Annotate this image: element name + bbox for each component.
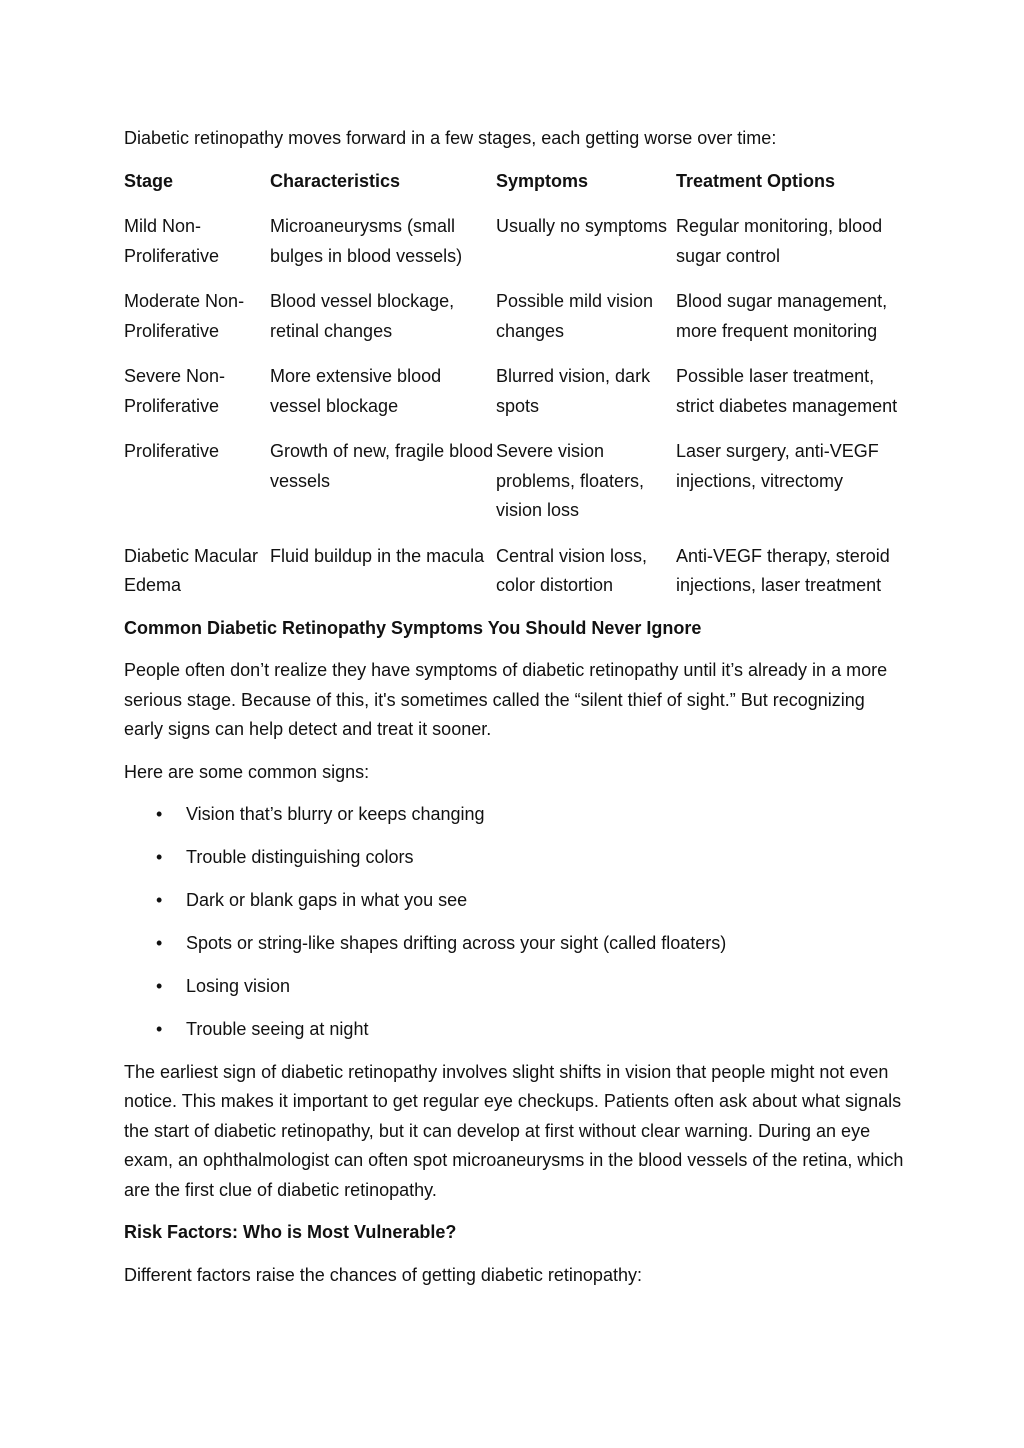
- signs-list-intro: Here are some common signs:: [124, 761, 370, 782]
- earliest-sign-paragraph: The earliest sign of diabetic retinopathy involves slight shifts in vision that people might not even notice. This makes it important to get regular eye checkups. Patients often ask about what signals the start of diabetic retinopathy, but it can develop at first without clear warning. During an eye exam, an ophthalmologist can often spot microaneurysms in the blood vessels of the retina, which are the first clue of diabetic retinopathy.: [124, 1061, 904, 1200]
- table-cell: Proliferative: [124, 441, 220, 461]
- table-header-row: [124, 167, 904, 213]
- list-item-text: Spots or string-like shapes drifting across your sight (called floaters): [186, 933, 727, 953]
- table-cell: More extensive blood vessel blockage: [270, 366, 442, 416]
- bullet-icon: •: [156, 847, 163, 867]
- table-row: [124, 542, 904, 601]
- list-item: [124, 843, 904, 873]
- header-symptoms: Symptoms: [496, 170, 589, 191]
- table-row: [124, 212, 904, 287]
- table-cell: Blood sugar management, more frequent monitoring: [676, 291, 888, 341]
- table-cell: Diabetic Macular Edema: [124, 545, 259, 595]
- list-item: [124, 886, 904, 916]
- list-item-text: Trouble distinguishing colors: [186, 847, 414, 867]
- list-item-text: Vision that’s blurry or keeps changing: [186, 804, 485, 824]
- table-cell: Blood vessel blockage, retinal changes: [270, 291, 455, 341]
- header-characteristics: Characteristics: [270, 170, 401, 191]
- table-cell: Severe Non-Proliferative: [124, 366, 226, 416]
- table-cell: Central vision loss, color distortion: [496, 545, 648, 595]
- table-row: [124, 362, 904, 437]
- table-cell: Mild Non-Proliferative: [124, 216, 220, 266]
- stages-table: [124, 167, 904, 601]
- table-cell: Regular monitoring, blood sugar control: [676, 216, 883, 266]
- table-cell: Fluid buildup in the macula: [270, 545, 485, 566]
- list-item: [124, 929, 904, 959]
- table-cell: Possible laser treatment, strict diabetes management: [676, 366, 898, 416]
- list-item-text: Dark or blank gaps in what you see: [186, 890, 468, 910]
- risk-factors-intro: Different factors raise the chances of getting diabetic retinopathy:: [124, 1264, 642, 1285]
- table-cell: Blurred vision, dark spots: [496, 366, 651, 416]
- list-item: [124, 972, 904, 1002]
- list-item: [124, 800, 904, 830]
- table-cell: Growth of new, fragile blood vessels: [270, 441, 494, 491]
- header-stage: Stage: [124, 170, 174, 191]
- list-item: [124, 1015, 904, 1045]
- table-cell: Moderate Non-Proliferative: [124, 291, 245, 341]
- table-cell: Anti-VEGF therapy, steroid injections, laser treatment: [676, 545, 890, 595]
- table-cell: Usually no symptoms: [496, 216, 668, 236]
- bullet-icon: •: [156, 1019, 163, 1039]
- table-cell: Possible mild vision changes: [496, 291, 654, 341]
- document-page: [124, 124, 904, 1303]
- list-item-text: Losing vision: [186, 976, 291, 996]
- bullet-icon: •: [156, 804, 163, 824]
- symptoms-intro-paragraph: People often don’t realize they have symptoms of diabetic retinopathy until it’s already in a more serious stage. Because of this, it's sometimes called the “silent thief of sight.” But recognizing early signs can help detect and treat it sooner.: [124, 660, 888, 739]
- table-cell: Microaneurysms (small bulges in blood vessels): [270, 216, 463, 266]
- list-item-text: Trouble seeing at night: [186, 1019, 369, 1039]
- risk-factors-heading: Risk Factors: Who is Most Vulnerable?: [124, 1222, 457, 1242]
- symptoms-heading: Common Diabetic Retinopathy Symptoms You Should Never Ignore: [124, 617, 702, 638]
- intro-paragraph: Diabetic retinopathy moves forward in a few stages, each getting worse over time:: [124, 128, 777, 148]
- table-cell: Severe vision problems, floaters, vision loss: [496, 441, 645, 520]
- bullet-icon: •: [156, 933, 163, 953]
- table-row: [124, 437, 904, 542]
- header-treatment-options: Treatment Options: [676, 170, 836, 191]
- table-row: [124, 287, 904, 362]
- bullet-icon: •: [156, 976, 163, 996]
- table-cell: Laser surgery, anti-VEGF injections, vitrectomy: [676, 441, 879, 491]
- signs-list: [124, 800, 904, 1045]
- bullet-icon: •: [156, 890, 163, 910]
